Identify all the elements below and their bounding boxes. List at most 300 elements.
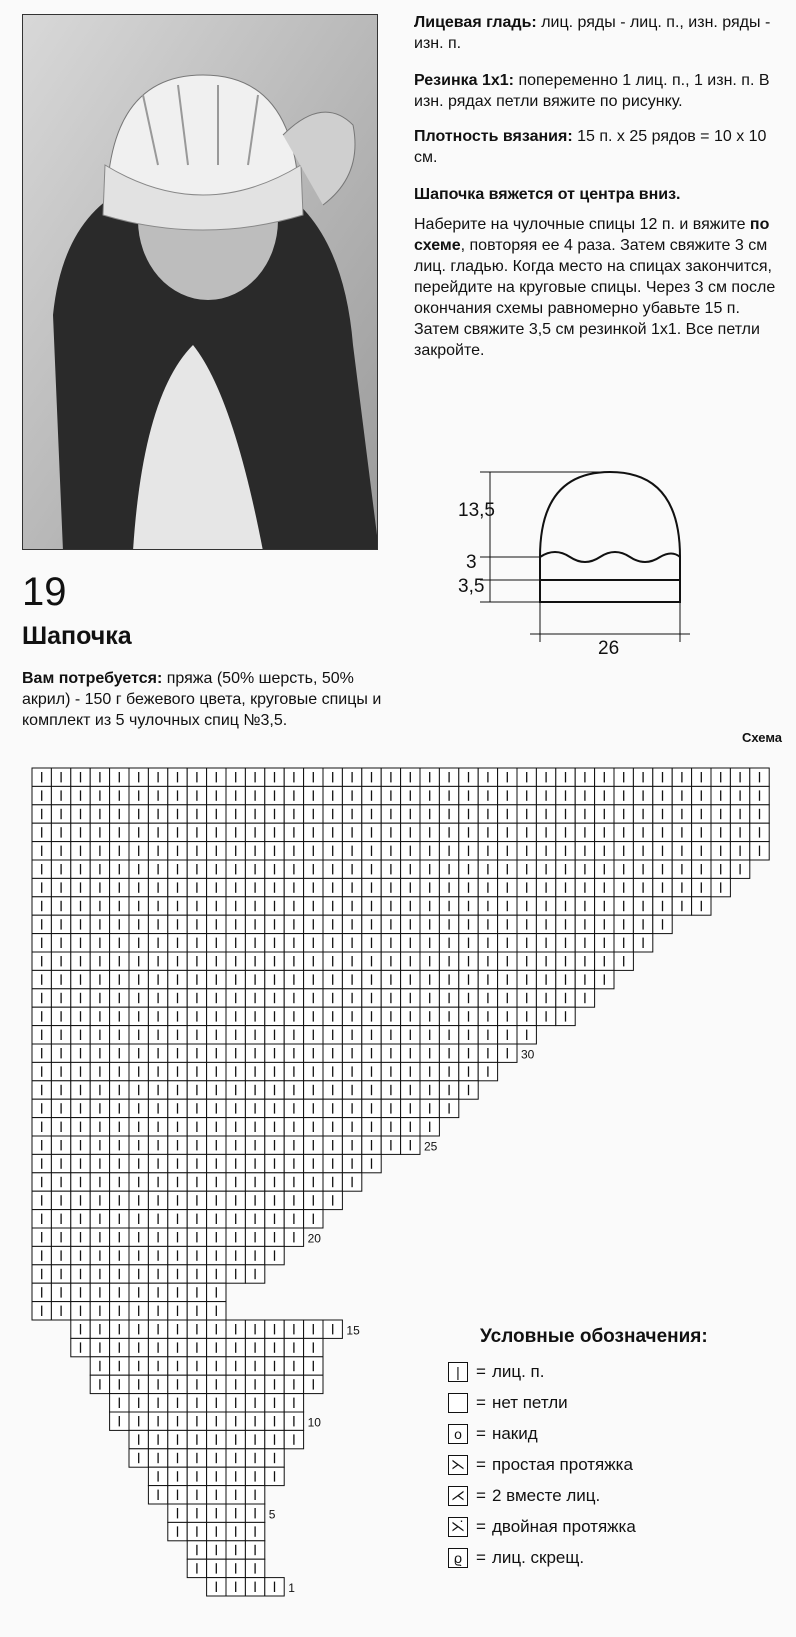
chart-cell [129,1118,148,1136]
chart-cell [517,805,536,823]
chart-cell [207,805,226,823]
chart-cell [536,823,555,841]
chart-cell [187,1154,206,1172]
chart-cell [110,1265,129,1283]
chart-cell [71,1099,90,1117]
chart-cell [323,1191,342,1209]
chart-cell [168,915,187,933]
chart-cell [284,1173,303,1191]
chart-cell [362,805,381,823]
chart-cell [168,1320,187,1338]
chart-cell [265,1026,284,1044]
chart-cell [51,1191,70,1209]
chart-cell [265,1210,284,1228]
chart-cell [207,1357,226,1375]
chart-cell [245,989,264,1007]
chart-cell [517,842,536,860]
chart-cell [401,1062,420,1080]
chart-cell [207,1210,226,1228]
chart-cell [342,1154,361,1172]
chart-cell [653,823,672,841]
chart-cell [614,768,633,786]
chart-cell [498,878,517,896]
chart-cell [32,1302,51,1320]
chart-cell [187,1302,206,1320]
chart-cell [381,1044,400,1062]
chart-cell [711,823,730,841]
chart-cell [226,842,245,860]
chart-cell [459,1044,478,1062]
chart-cell [614,934,633,952]
chart-cell [633,897,652,915]
chart-cell [245,1191,264,1209]
chart-cell [304,952,323,970]
chart-cell [187,1412,206,1430]
chart-cell [459,805,478,823]
chart-cell [401,842,420,860]
chart-cell [730,786,749,804]
chart-cell [633,786,652,804]
chart-cell [245,1559,264,1577]
chart-cell [265,1007,284,1025]
chart-cell [536,915,555,933]
chart-cell [304,1099,323,1117]
chart-cell [187,934,206,952]
rib-paragraph [414,70,786,112]
chart-cell [362,1007,381,1025]
chart-cell [187,1338,206,1356]
chart-cell [556,989,575,1007]
chart-cell [110,1412,129,1430]
chart-cell [226,823,245,841]
chart-cell [32,1154,51,1172]
chart-cell [265,1099,284,1117]
stockinette-label: Лицевая гладь: [414,14,537,31]
chart-cell [633,823,652,841]
chart-cell [284,1081,303,1099]
chart-cell [304,860,323,878]
chart-cell [168,1154,187,1172]
chart-cell [32,1044,51,1062]
chart-cell [323,1026,342,1044]
legend-item-knit [448,1356,748,1387]
chart-cell [401,786,420,804]
chart-cell [245,1522,264,1540]
chart-cell [420,1081,439,1099]
chart-cell [245,1173,264,1191]
chart-cell [207,1449,226,1467]
chart-cell [168,1394,187,1412]
chart-cell [168,1375,187,1393]
chart-cell [245,970,264,988]
chart-cell [187,1467,206,1485]
chart-cell [245,1026,264,1044]
chart-cell [129,768,148,786]
chart-cell [226,1228,245,1246]
chart-cell [168,1467,187,1485]
chart-cell [595,952,614,970]
chart-cell [187,1081,206,1099]
chart-cell [51,1265,70,1283]
chart-cell [342,1136,361,1154]
chart-cell [110,952,129,970]
chart-cell [245,860,264,878]
chart-cell [71,1338,90,1356]
chart-cell [420,1026,439,1044]
chart-cell [265,1118,284,1136]
chart-cell [110,805,129,823]
chart-cell [207,1578,226,1596]
chart-cell [207,1191,226,1209]
chart-cell [692,878,711,896]
chart-cell [207,1154,226,1172]
legend-title: Условные обозначения: [480,1326,708,1347]
chart-cell [226,1246,245,1264]
chart-cell [129,1338,148,1356]
chart-cell [401,1081,420,1099]
chart-cell [245,1578,264,1596]
chart-cell [245,1430,264,1448]
chart-cell [110,1394,129,1412]
chart-cell [342,1099,361,1117]
chart-cell [71,1136,90,1154]
chart-cell [265,1430,284,1448]
chart-cell [575,878,594,896]
chart-cell [168,1449,187,1467]
chart-cell [245,768,264,786]
chart-cell [381,860,400,878]
legend-eq: = [476,1485,486,1505]
chart-cell [90,1099,109,1117]
chart-cell [265,1375,284,1393]
chart-cell [536,842,555,860]
chart-cell [129,1007,148,1025]
chart-cell [207,1541,226,1559]
chart-cell [245,1044,264,1062]
chart-cell [478,1044,497,1062]
chart-cell [51,1062,70,1080]
chart-cell [304,1062,323,1080]
chart-cell [653,915,672,933]
chart-cell [71,1173,90,1191]
chart-cell [110,1246,129,1264]
chart-cell [129,842,148,860]
chart-cell [207,786,226,804]
chart-cell [129,1394,148,1412]
chart-cell [207,970,226,988]
chart-cell [323,842,342,860]
chart-cell [459,970,478,988]
chart-cell [32,970,51,988]
chart-cell [168,842,187,860]
chart-cell [420,915,439,933]
chart-cell [323,1007,342,1025]
chart-cell [110,1302,129,1320]
chart-cell [575,842,594,860]
chart-cell [110,897,129,915]
chart-cell [362,823,381,841]
chart-cell [226,1044,245,1062]
chart-cell [342,1007,361,1025]
chart-cell [187,1357,206,1375]
chart-cell [51,1026,70,1044]
chart-cell [730,805,749,823]
materials-paragraph [22,668,392,731]
chart-cell [148,1026,167,1044]
chart-cell [71,1044,90,1062]
chart-cell [245,1375,264,1393]
chart-cell [245,1338,264,1356]
chart-cell [420,842,439,860]
chart-cell [168,1283,187,1301]
chart-cell [633,842,652,860]
chart-cell [148,1265,167,1283]
chart-cell [110,878,129,896]
chart-cell [187,878,206,896]
chart-cell [692,823,711,841]
chart-cell [187,1430,206,1448]
chart-cell [420,1118,439,1136]
chart-cell [187,970,206,988]
chart-cell [323,860,342,878]
chart-cell [32,1283,51,1301]
chart-cell [32,1228,51,1246]
chart-cell [323,1173,342,1191]
chart-cell [478,915,497,933]
chart-cell [478,897,497,915]
chart-cell [265,915,284,933]
legend-eq: = [476,1361,486,1381]
chart-cell [381,786,400,804]
chart-cell [362,1118,381,1136]
chart-cell [148,1154,167,1172]
chart-cell [575,897,594,915]
chart-cell [148,1375,167,1393]
chart-cell [226,934,245,952]
chart-cell [556,786,575,804]
chart-cell [556,823,575,841]
chart-cell [420,860,439,878]
chart-cell [439,1099,458,1117]
chart-cell [207,1320,226,1338]
chart-cell [401,970,420,988]
chart-cell [439,897,458,915]
chart-cell [362,860,381,878]
chart-cell [90,952,109,970]
chart-cell [245,1504,264,1522]
chart-cell [207,1265,226,1283]
chart-cell [653,878,672,896]
chart-cell [323,934,342,952]
chart-cell [90,786,109,804]
chart-cell [381,1007,400,1025]
chart-cell [498,915,517,933]
chart-cell [226,1320,245,1338]
chart-cell [187,1265,206,1283]
chart-cell [32,1265,51,1283]
chart-cell [478,842,497,860]
chart-cell [672,786,691,804]
chart-cell [90,1026,109,1044]
chart-cell [245,1412,264,1430]
chart-cell [304,897,323,915]
chart-cell [168,1210,187,1228]
chart-cell [168,989,187,1007]
chart-cell [90,1081,109,1099]
chart-cell [459,952,478,970]
chart-cell [595,823,614,841]
chart-cell [323,1118,342,1136]
chart-cell [110,1283,129,1301]
chart-cell [342,805,361,823]
chart-cell [536,897,555,915]
chart-cell [245,1357,264,1375]
chart-cell [207,1467,226,1485]
chart-cell [478,1007,497,1025]
chart-cell [71,786,90,804]
gauge-text: 15 п. х 25 рядов = 10 х 10 см. [414,128,767,166]
chart-cell [381,1099,400,1117]
chart-cell [226,805,245,823]
chart-cell [401,934,420,952]
chart-cell [381,915,400,933]
chart-cell [304,1136,323,1154]
chart-cell [517,860,536,878]
chart-cell [420,878,439,896]
pattern-number: 19 [22,570,67,614]
chart-cell [265,842,284,860]
chart-cell [595,805,614,823]
chart-cell [148,842,167,860]
chart-cell [71,934,90,952]
chart-cell [478,970,497,988]
chart-cell [187,1283,206,1301]
chart-cell [517,970,536,988]
chart-cell [265,1449,284,1467]
chart-cell [110,989,129,1007]
chart-cell [90,1357,109,1375]
row-number-label: 25 [424,1139,438,1154]
chart-cell [265,1467,284,1485]
chart-cell [672,897,691,915]
row-number-label: 15 [346,1323,360,1338]
chart-cell [226,915,245,933]
chart-cell [711,860,730,878]
chart-cell [207,768,226,786]
instructions-body [414,214,786,361]
chart-cell [168,1118,187,1136]
chart-cell [226,1430,245,1448]
chart-cell [672,823,691,841]
chart-cell [342,897,361,915]
chart-cell [129,1228,148,1246]
chart-cell [284,952,303,970]
chart-cell [32,1007,51,1025]
chart-cell [304,823,323,841]
chart-cell [265,1044,284,1062]
direction-heading: Шапочка вяжется от центра вниз. [414,186,681,203]
chart-cell [168,934,187,952]
chart-cell [187,1062,206,1080]
chart-cell [575,934,594,952]
chart-cell [51,934,70,952]
chart-cell [148,989,167,1007]
chart-cell [32,842,51,860]
chart-cell [381,842,400,860]
chart-cell [459,1026,478,1044]
chart-cell [148,768,167,786]
chart-cell [148,952,167,970]
chart-cell [304,1191,323,1209]
chart-cell [148,1430,167,1448]
chart-cell [226,1522,245,1540]
chart-cell [168,805,187,823]
chart-cell [672,860,691,878]
chart-cell [323,1154,342,1172]
crown-height-label: 13,5 [458,500,495,521]
chart-cell [304,768,323,786]
chart-cell [168,768,187,786]
chart-cell [653,805,672,823]
chart-cell [304,1118,323,1136]
chart-cell [148,897,167,915]
chart-cell [32,897,51,915]
chart-cell [129,1357,148,1375]
chart-cell [245,915,264,933]
chart-cell [284,1357,303,1375]
chart-cell [478,1062,497,1080]
chart-cell [478,860,497,878]
chart-cell [498,842,517,860]
chart-cell [362,768,381,786]
chart-cell [71,952,90,970]
chart-cell [90,1154,109,1172]
chart-cell [129,1449,148,1467]
chart-cell [187,1504,206,1522]
chart-cell [304,1338,323,1356]
twisted-knit-icon: ϱ [448,1548,468,1568]
chart-cell [71,1265,90,1283]
chart-cell [32,934,51,952]
chart-cell [459,934,478,952]
chart-cell [439,860,458,878]
chart-cell [750,805,769,823]
chart-cell [168,1099,187,1117]
row-number-label: 30 [521,1047,535,1062]
chart-cell [148,1394,167,1412]
chart-cell [381,1118,400,1136]
chart-cell [226,1449,245,1467]
chart-cell [304,805,323,823]
chart-cell [362,1044,381,1062]
chart-cell [51,1007,70,1025]
chart-cell [284,823,303,841]
chart-cell [207,1081,226,1099]
row-number-label: 5 [268,1507,276,1522]
chart-cell [110,1375,129,1393]
chart-cell [187,1375,206,1393]
chart-cell [51,1081,70,1099]
chart-cell [750,823,769,841]
chart-cell [265,1136,284,1154]
chart-cell [401,1026,420,1044]
chart-cell [439,952,458,970]
chart-cell [265,1412,284,1430]
chart-cell [129,1026,148,1044]
chart-cell [711,842,730,860]
chart-cell [750,768,769,786]
chart-cell [168,1430,187,1448]
